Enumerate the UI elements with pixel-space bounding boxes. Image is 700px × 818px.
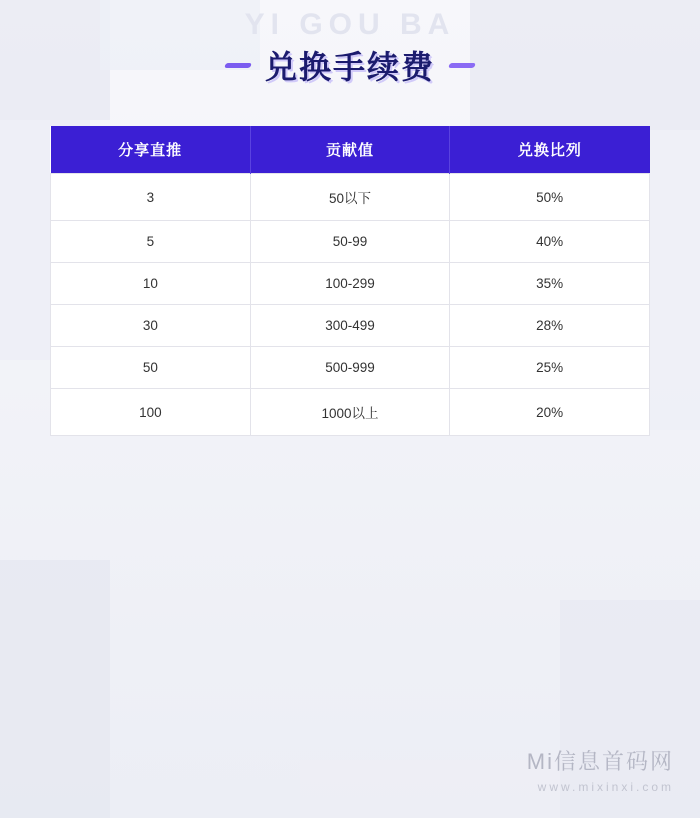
cell-contribution: 100-299	[250, 263, 450, 305]
cell-share: 3	[51, 174, 251, 221]
column-header-share: 分享直推	[51, 126, 251, 174]
bg-block	[300, 760, 560, 818]
cell-share: 30	[51, 305, 251, 347]
table-row	[51, 389, 650, 436]
watermark-url: www.mixinxi.com	[537, 780, 674, 794]
table-header-row	[51, 126, 650, 174]
cell-ratio: 20%	[450, 389, 650, 436]
column-header-contribution: 贡献值	[250, 126, 450, 174]
table-row	[51, 347, 650, 389]
title-dash-left-icon	[224, 63, 252, 68]
cell-contribution: 50以下	[250, 174, 450, 221]
site-watermark	[527, 745, 674, 794]
cell-contribution: 500-999	[250, 347, 450, 389]
column-header-ratio: 兑换比列	[450, 126, 650, 174]
table-row	[51, 221, 650, 263]
cell-ratio: 25%	[450, 347, 650, 389]
cell-ratio: 40%	[450, 221, 650, 263]
bg-block	[0, 560, 110, 818]
cell-ratio: 35%	[450, 263, 650, 305]
cell-share: 10	[51, 263, 251, 305]
cell-contribution: 50-99	[250, 221, 450, 263]
table-head	[51, 126, 650, 174]
cell-share: 50	[51, 347, 251, 389]
fee-table	[50, 126, 650, 436]
table-row	[51, 263, 650, 305]
table-row	[51, 305, 650, 347]
table-body	[51, 174, 650, 436]
title-row	[225, 42, 475, 88]
cell-ratio: 28%	[450, 305, 650, 347]
watermark-name: Mi信息首码网	[526, 749, 674, 774]
cell-share: 100	[51, 389, 251, 436]
ghost-watermark-text: YI GOU BA	[244, 8, 456, 41]
cell-share: 5	[51, 221, 251, 263]
cell-ratio: 50%	[450, 174, 650, 221]
title-dash-right-icon	[448, 63, 476, 68]
cell-contribution: 1000以上	[250, 389, 450, 436]
cell-contribution: 300-499	[250, 305, 450, 347]
fee-table-wrapper	[50, 126, 650, 436]
page-title: 兑换手续费	[264, 49, 435, 85]
table-row	[51, 174, 650, 221]
page-header	[0, 0, 700, 88]
